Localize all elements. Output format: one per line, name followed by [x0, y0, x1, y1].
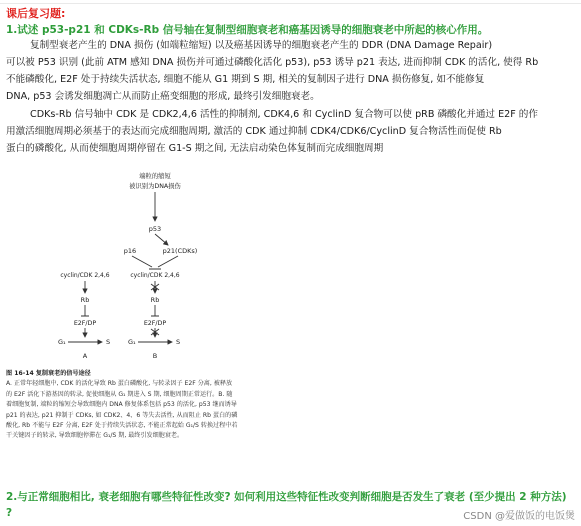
section-title: 课后复习题: — [6, 7, 66, 20]
answer-p2-line2: 用激活细胞周期必须基于的表达而完成细胞周期, 激活的 CDK 通过抑制 CDK4/CDK6/CyclinD 复合物活性而促使 Rb — [6, 126, 502, 137]
question-2: 2.与正常细胞相比, 衰老细胞有哪些特征性改变? 如何利用这些特征性改变判断细胞是否发生了衰老 (至少提出 2 种方法) ? — [6, 491, 567, 519]
fig-cyclin-right: cyclin/CDK 2,4,6 — [130, 272, 180, 279]
figure-caption-body: A. 正常年轻细胞中, CDK 的活化导致 Rb 蛋白磷酸化, 与转录因子 E2F 分离, 被释放的 E2F 活化下游基因的转录, 促使细胞从 G₁ 期进入 S 期, 细胞周期正常运行。B. 随着细胞复制, 端粒的缩短会导致细胞内 DNA 修复体系包括 p53 的活化, p53 继而诱导 p21 的表达, p21 抑制于 CDKs, 如 CDK2、4、6 等失去活性, 从而阻止 Rb 蛋白的磷酸化, Rb 不能与 E2F 分离, E2F 处于持续失活状态, 不能正常起始 G₁/S 转换过程中若干关键因子的转录, 导致细胞停滞在 G₁/S 期, 最终引发细胞衰老。 — [6, 380, 238, 440]
fig-rb-left: Rb — [80, 296, 90, 304]
answer-p2-line3: 蛋白的磷酸化, 从而使细胞周期停留在 G1-S 期之间, 无法启动染色体复制而完成细胞周期 — [6, 143, 384, 154]
fig-p53: p53 — [148, 225, 162, 233]
fig-s-right: S — [176, 338, 181, 346]
fig-g1-right: G₁ — [128, 338, 136, 346]
fig-e2f-left: E2F/DP — [73, 320, 97, 327]
figure-caption — [6, 369, 238, 442]
senescence-pathway-diagram — [40, 166, 240, 361]
fig-top-label-1: 端粒的缩短 — [139, 173, 171, 180]
inhibit-p16-line — [132, 256, 152, 267]
fig-e2f-right: E2F/DP — [143, 320, 167, 327]
fig-s-left: S — [106, 338, 111, 346]
fig-cyclin-left: cyclin/CDK 2,4,6 — [60, 272, 110, 279]
fig-rb-right: Rb — [150, 296, 160, 304]
csdn-watermark: CSDN @爱做饭的电饭煲 — [463, 511, 575, 522]
answer-p2-line1: CDKs-Rb 信号轴中 CDK 是 CDK2,4,6 活性的抑制剂, CDK4,6 和 CyclinD 复合物可以使 pRB 磷酸化并通过 E2F 的作 — [30, 109, 538, 120]
arrow-p53-to-p21 — [155, 234, 168, 245]
inhibit-p21-line — [158, 256, 178, 267]
fig-label-a: A — [82, 352, 88, 360]
fig-p21: p21(CDKs) — [162, 247, 198, 255]
answer-p1-line4: DNA, p53 会诱发细胞凋亡从而防止癌变细胞的形成, 最终引发细胞衰老。 — [6, 91, 320, 102]
answer-p1-line1: 复制型衰老产生的 DNA 损伤 (如端粒缩短) 以及癌基因诱导的细胞衰老产生的 DDR (DNA Damage Repair) — [30, 40, 493, 51]
question-1: 1.试述 p53-p21 和 CDKs-Rb 信号轴在复制型细胞衰老和癌基因诱导的细胞衰老中所起的核心作用。 — [6, 24, 489, 36]
fig-g1-left: G₁ — [58, 338, 66, 346]
figure-caption-title: 图 16-14 复制衰老的信号途径 — [6, 370, 91, 377]
answer-p1-line3: 不能磷酸化, E2F 处于持续失活状态, 细胞不能从 G1 期到 S 期, 相关的复制因子进行 DNA 损伤修复, 如不能修复 — [6, 74, 485, 85]
fig-p16: p16 — [123, 247, 137, 255]
answer-p1-line2: 可以被 P53 识别 (此前 ATM 感知 DNA 损伤并可通过磷酸化活化 p53), p53 诱导 p21 表达, 进而抑制 CDK 的活化, 使得 Rb — [6, 57, 539, 68]
fig-top-label-2: 被识别为DNA损伤 — [129, 183, 181, 190]
fig-label-b: B — [152, 352, 158, 360]
page-top-border — [0, 0, 581, 4]
